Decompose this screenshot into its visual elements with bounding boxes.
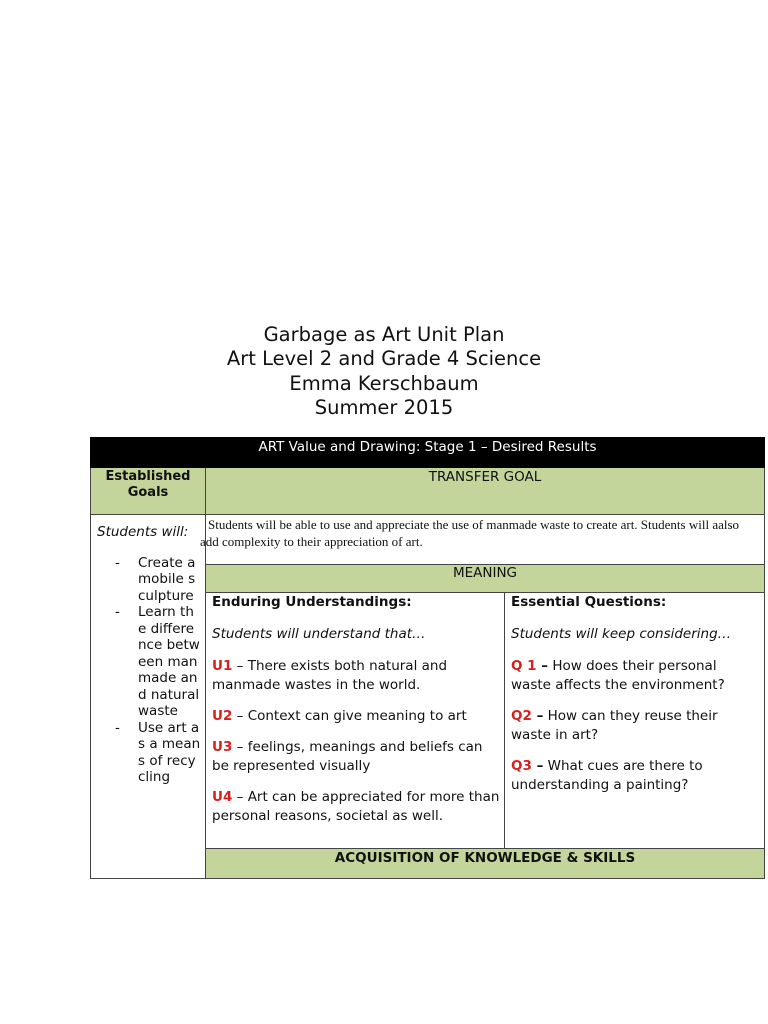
list-item: - Create a mobile sculpture [115, 554, 196, 604]
author-name: Emma Kerschbaum [289, 371, 479, 395]
goals-intro: Students will: [97, 524, 189, 540]
list-item [511, 707, 760, 745]
list-item [212, 707, 500, 726]
questions-heading: Essential Questions: [511, 594, 667, 610]
question-code: Q2 [511, 708, 532, 724]
goal-text: Use art as a means of recycling [138, 719, 201, 785]
list-item [212, 788, 500, 826]
established-goals-header: Established Goals [90, 468, 206, 514]
understanding-code: U1 [212, 658, 233, 674]
question-text: How can they reuse their waste in art? [511, 708, 718, 743]
essential-questions-cell [505, 592, 765, 848]
acquisition-header: ACQUISITION OF KNOWLEDGE & SKILLS [206, 848, 765, 879]
understanding-text: – There exists both natural and manmade wastes in the world. [212, 658, 448, 693]
understandings-heading: Enduring Understandings: [212, 594, 412, 610]
understanding-code: U2 [212, 708, 233, 724]
list-item [212, 738, 500, 776]
goals-list [97, 555, 205, 786]
understandings-intro: Students will understand that… [212, 626, 426, 642]
stage-title-row: ART Value and Drawing: Stage 1 – Desired Results [90, 437, 765, 468]
question-dash: – [531, 708, 544, 724]
question-text: What cues are there to understanding a painting? [511, 758, 703, 793]
understanding-text: – Context can give meaning to art [232, 708, 467, 724]
question-dash: – [536, 658, 549, 674]
understanding-text: – feelings, meanings and beliefs can be represented visually [212, 739, 483, 774]
question-text: How does their personal waste affects the environment? [511, 658, 725, 693]
term-label: Summer 2015 [314, 395, 454, 419]
goal-text: Create a mobile sculpture [138, 554, 196, 604]
understanding-text: – Art can be appreciated for more than personal reasons, societal as well. [212, 789, 500, 824]
list-item [511, 757, 760, 795]
transfer-goal-header: TRANSFER GOAL [206, 468, 765, 514]
meaning-header: MEANING [206, 564, 765, 592]
document-title-block [0, 323, 768, 420]
unit-subtitle: Art Level 2 and Grade 4 Science [226, 347, 542, 371]
list-item: - Use art as a means of recycling [115, 719, 201, 785]
unit-title: Garbage as Art Unit Plan [263, 323, 505, 346]
understanding-code: U4 [212, 789, 233, 805]
question-code: Q 1 [511, 658, 537, 674]
list-item: - Learn the difference between manmade and natural waste [115, 604, 200, 719]
list-item [212, 657, 500, 695]
list-item [511, 657, 760, 695]
questions-intro: Students will keep considering… [511, 626, 732, 642]
established-goals-cell [90, 514, 206, 879]
stage1-table [90, 437, 765, 879]
enduring-understandings-cell [206, 592, 505, 848]
transfer-goal-text: Students will be able to use and appreciate the use of manmade waste to create art. Students will aalso add complexity to their appreciation of art. [200, 514, 765, 564]
goal-text: Learn the difference between manmade and natural waste [138, 604, 200, 719]
question-dash: – [531, 758, 544, 774]
understanding-code: U3 [212, 739, 233, 755]
question-code: Q3 [511, 758, 532, 774]
